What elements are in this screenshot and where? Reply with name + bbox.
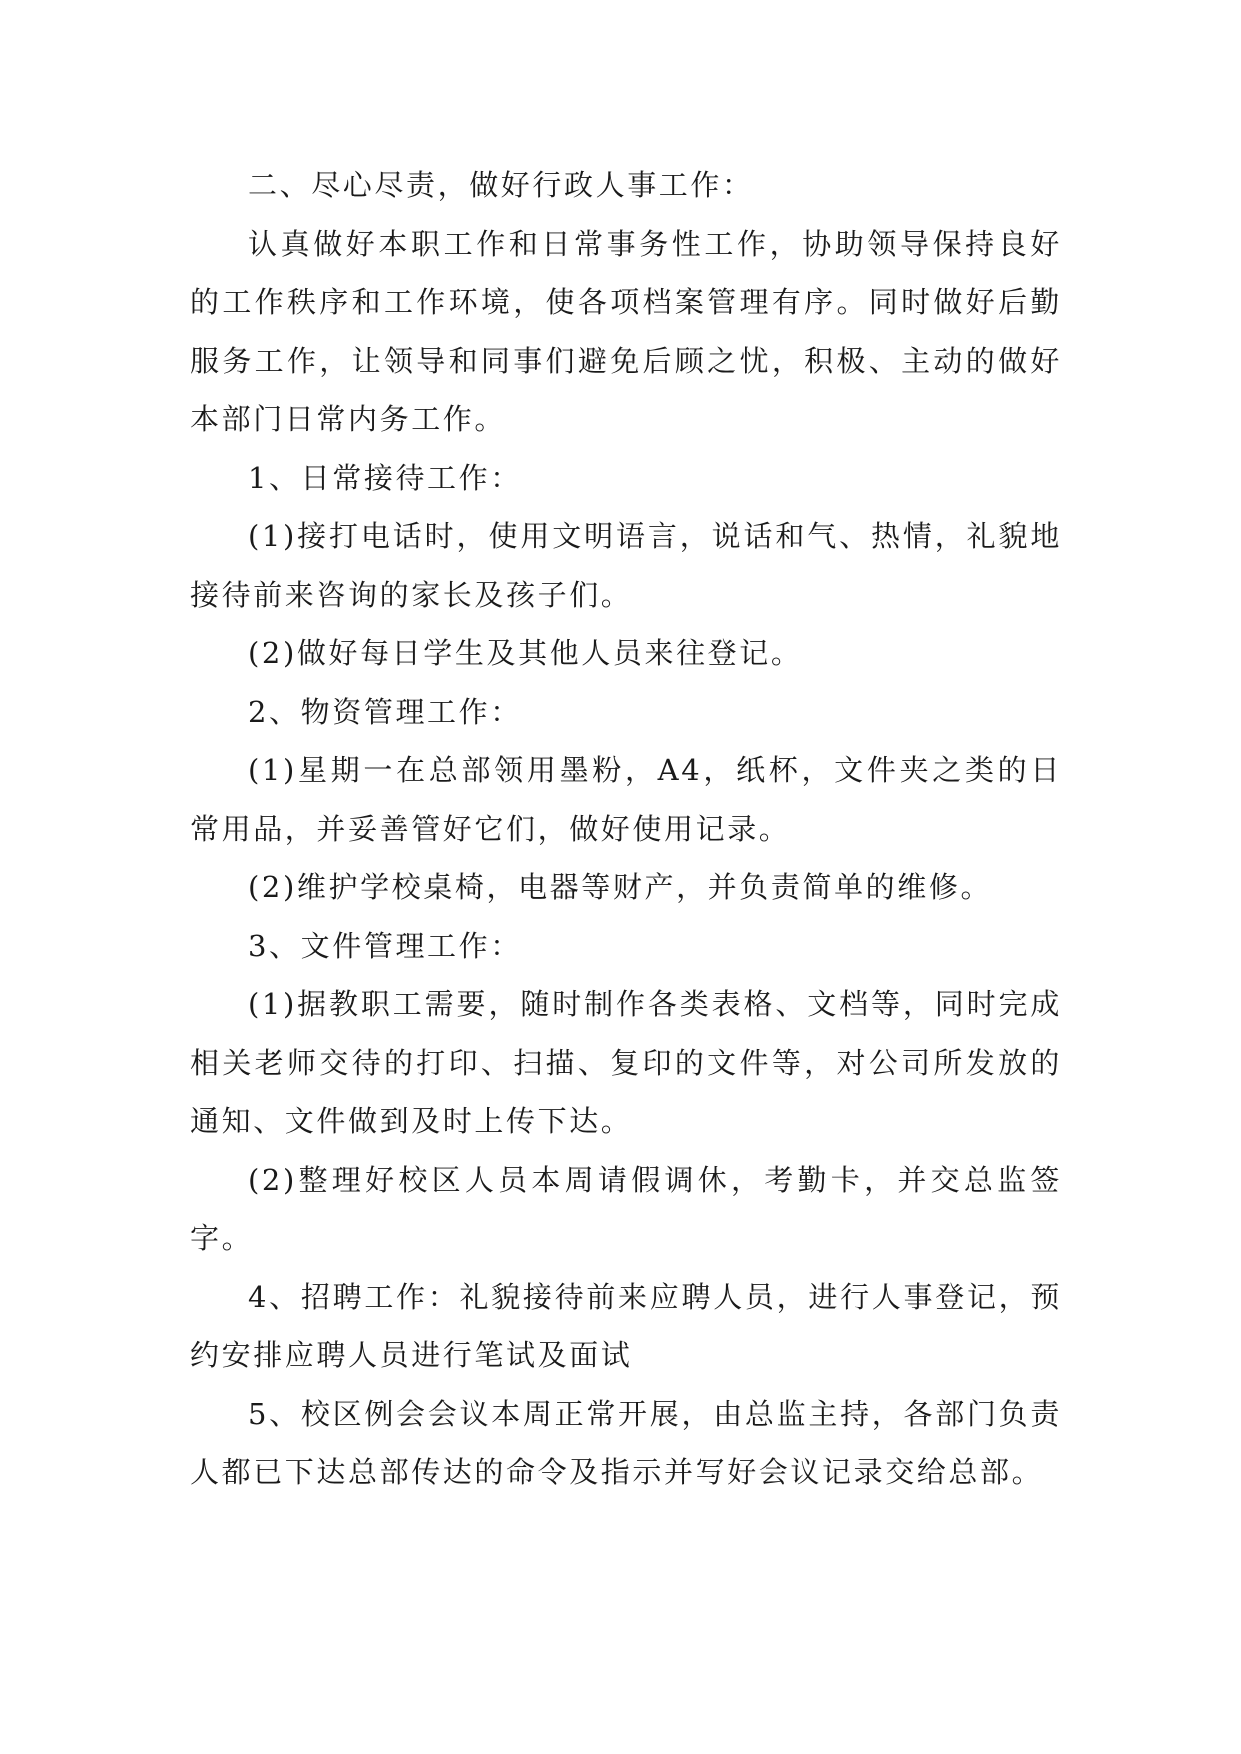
- list-item: (1)据教职工需要，随时制作各类表格、文档等，同时完成相关老师交待的打印、扫描、复印的文件等，对公司所发放的通知、文件做到及时上传下达。: [190, 987, 1062, 1138]
- list-item: (2)整理好校区人员本周请假调休，考勤卡，并交总监签字。: [190, 1162, 1062, 1255]
- paragraph: 认真做好本职工作和日常事务性工作，协助领导保持良好的工作秩序和工作环境，使各项档案管理有序。同时做好后勤服务工作，让领导和同事们避免后顾之忧，积极、主动的做好本部门日常内务工作。: [190, 226, 1062, 436]
- subsection-heading: 2、物资管理工作：: [248, 694, 522, 729]
- paragraph: 4、招聘工作：礼貌接待前来应聘人员，进行人事登记，预约安排应聘人员进行笔试及面试: [190, 1279, 1062, 1372]
- paragraph: 5、校区例会会议本周正常开展，由总监主持，各部门负责人都已下达总部传达的命令及指示并写好会议记录交给总部。: [190, 1396, 1062, 1489]
- subsection-heading: 3、文件管理工作：: [248, 928, 522, 963]
- list-item: (2)维护学校桌椅，电器等财产，并负责简单的维修。: [248, 870, 993, 904]
- list-item: (1)接打电话时，使用文明语言，说话和气、热情，礼貌地接待前来咨询的家长及孩子们。: [190, 519, 1062, 612]
- subsection-heading: 1、日常接待工作：: [248, 460, 522, 495]
- section-heading: 二、尽心尽责，做好行政人事工作：: [248, 168, 754, 202]
- document-body: [190, 156, 1062, 1502]
- list-item: (2)做好每日学生及其他人员来往登记。: [248, 636, 803, 670]
- list-item: (1)星期一在总部领用墨粉，A4，纸杯，文件夹之类的日常用品，并妥善管好它们，做好使用记录。: [190, 753, 1062, 846]
